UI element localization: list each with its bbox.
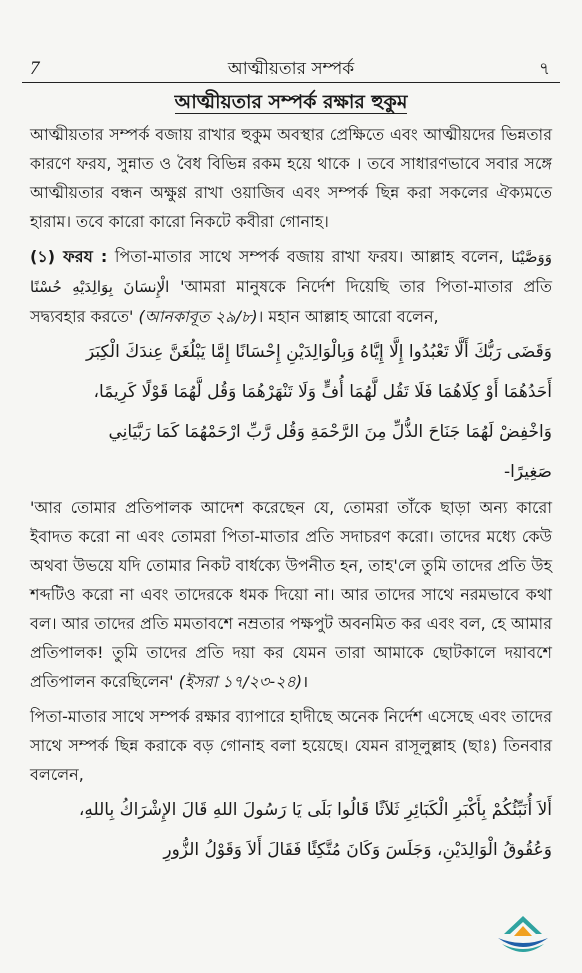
section-title-wrap — [0, 88, 582, 120]
fard-text-b: 'আমরা মানুষকে নির্দেশ দিয়েছি তার পিতা-মাতার প্রতি সদ্ব্যবহার করতে' — [30, 277, 552, 326]
page-number-right: ৭ — [538, 59, 550, 79]
section-title: আত্মীয়তার সম্পর্ক রক্ষার হুকুম — [174, 91, 408, 113]
reference-ankabut: (আনকাবূত ২৯/৮) — [138, 307, 258, 326]
arabic-inline-verse: وَوَصَّيْنَا الْإِنسَانَ بِوَالِدَيْهِ حُسْنًا — [30, 248, 552, 296]
verse-arabic-line: وَاخْفِضْ لَهُمَا جَنَاحَ الذُّلِّ مِنَ الرَّحْمَةِ وَقُل رَّبِّ ارْحَمْهُمَا كَمَا رَبَّيَانِي — [108, 422, 552, 442]
reference-isra: (ইসরা ১৭/২৩-২৪) — [178, 672, 303, 691]
publisher-logo-icon — [492, 908, 554, 958]
hadith-arabic-line: أَلاَ أُنَبِّئُكُمْ بِأَكْبَرِ الْكَبَائِرِ ثَلاَثًا قَالُوا بَلَى يَا رَسُولَ اللهِ قَالَ الإِشْرَاكُ بِاللهِ، — [78, 800, 552, 820]
running-header — [22, 52, 560, 83]
page-body — [30, 120, 552, 871]
fard-text-a: পিতা-মাতার সাথে সম্পর্ক বজায় রাখা ফরয। আল্লাহ বলেন, — [114, 247, 504, 266]
translation-text: 'আর তোমার প্রতিপালক আদেশ করেছেন যে, তোমরা তাঁকে ছাড়া অন্য কারো ইবাদত করো না এবং তোমরা পিতা-মাতার প্রতি সদাচরণ করো। তাদের মধ্যে কেউ অথবা উভয়ে যদি তোমার নিকট বার্ধক্যে উপনীত হন, তাহ'লে তুমি তাদের প্রতি উহ শব্দটিও করো না এবং তাদেরকে ধমক দিয়ো না। আর তাদের সাথে নরমভাবে কথা বল। আর তাদের প্রতি মমতাবশে নম্রতার পক্ষপুট অবনমিত কর এবং বল, হে আমার প্রতিপালক! তুমি তাদের প্রতি দয়া কর যেমন তারা আমাকে ছোটকালে দয়াবশে প্রতিপালন করেছিলেন' — [30, 498, 552, 691]
translation-paragraph — [30, 493, 552, 696]
running-title: আত্মীয়তার সম্পর্ক — [227, 59, 355, 79]
verse-arabic-block — [30, 333, 552, 491]
hadith-arabic-block — [30, 791, 552, 869]
hadith-arabic-line: وَعُقُوقُ الْوَالِدَيْنِ، وَجَلَسَ وَكَانَ مُتَّكِئًا فَقَالَ أَلاَ وَقَوْلُ الزُّورِ — [163, 840, 552, 860]
fard-paragraph — [30, 242, 552, 331]
verse-arabic-line: وَقَضَى رَبُّكَ أَلَّا تَعْبُدُوا إِلَّا إِيَّاهُ وَبِالْوَالِدَيْنِ إِحْسَانًا إِمَّا يَبْلُغَنَّ عِندَكَ الْكِبَرَ — [86, 342, 552, 362]
fard-text-c: । মহান আল্লাহ আরো বলেন, — [257, 307, 439, 326]
intro-paragraph: আত্মীয়তার সম্পর্ক বজায় রাখার হুকুম অবস্থার প্রেক্ষিতে এবং আত্মীয়দের ভিন্নতার কারণে ফরয, সুন্নাত ও বৈধ বিভিন্ন রকম হয়ে থাকে । তবে সাধারণভাবে সবার সঙ্গে আত্মীয়তার বন্ধন অক্ষুণ্ণ রাখা ওয়াজিব এবং সম্পর্ক ছিন্ন করা সকলের ঐক্যমতে হারাম। তবে কারো কারো নিকটে কবীরা গোনাহ। — [30, 125, 552, 231]
page-number-left: 7 — [30, 58, 40, 79]
verse-arabic-line: صَغِيرًا- — [503, 462, 552, 482]
verse-arabic-line: أَحَدُهُمَا أَوْ كِلَاهُمَا فَلَا تَقُل لَّهُمَا أُفٍّ وَلَا تَنْهَرْهُمَا وَقُل لَّهُمَا قَوْلًا كَرِيمًا، — [93, 382, 552, 402]
hadith-intro-paragraph: পিতা-মাতার সাথে সম্পর্ক রক্ষার ব্যাপারে হাদীছে অনেক নির্দেশ এসেছে এবং তাদের সাথে সম্পর্ক ছিন্ন করাকে বড় গোনাহ বলা হয়েছে। যেমন রাসূলুল্লাহ (ছাঃ) তিনবার বললেন, — [30, 707, 552, 784]
translation-end: । — [302, 672, 309, 691]
fard-label: (১) ফরয : — [30, 247, 108, 266]
